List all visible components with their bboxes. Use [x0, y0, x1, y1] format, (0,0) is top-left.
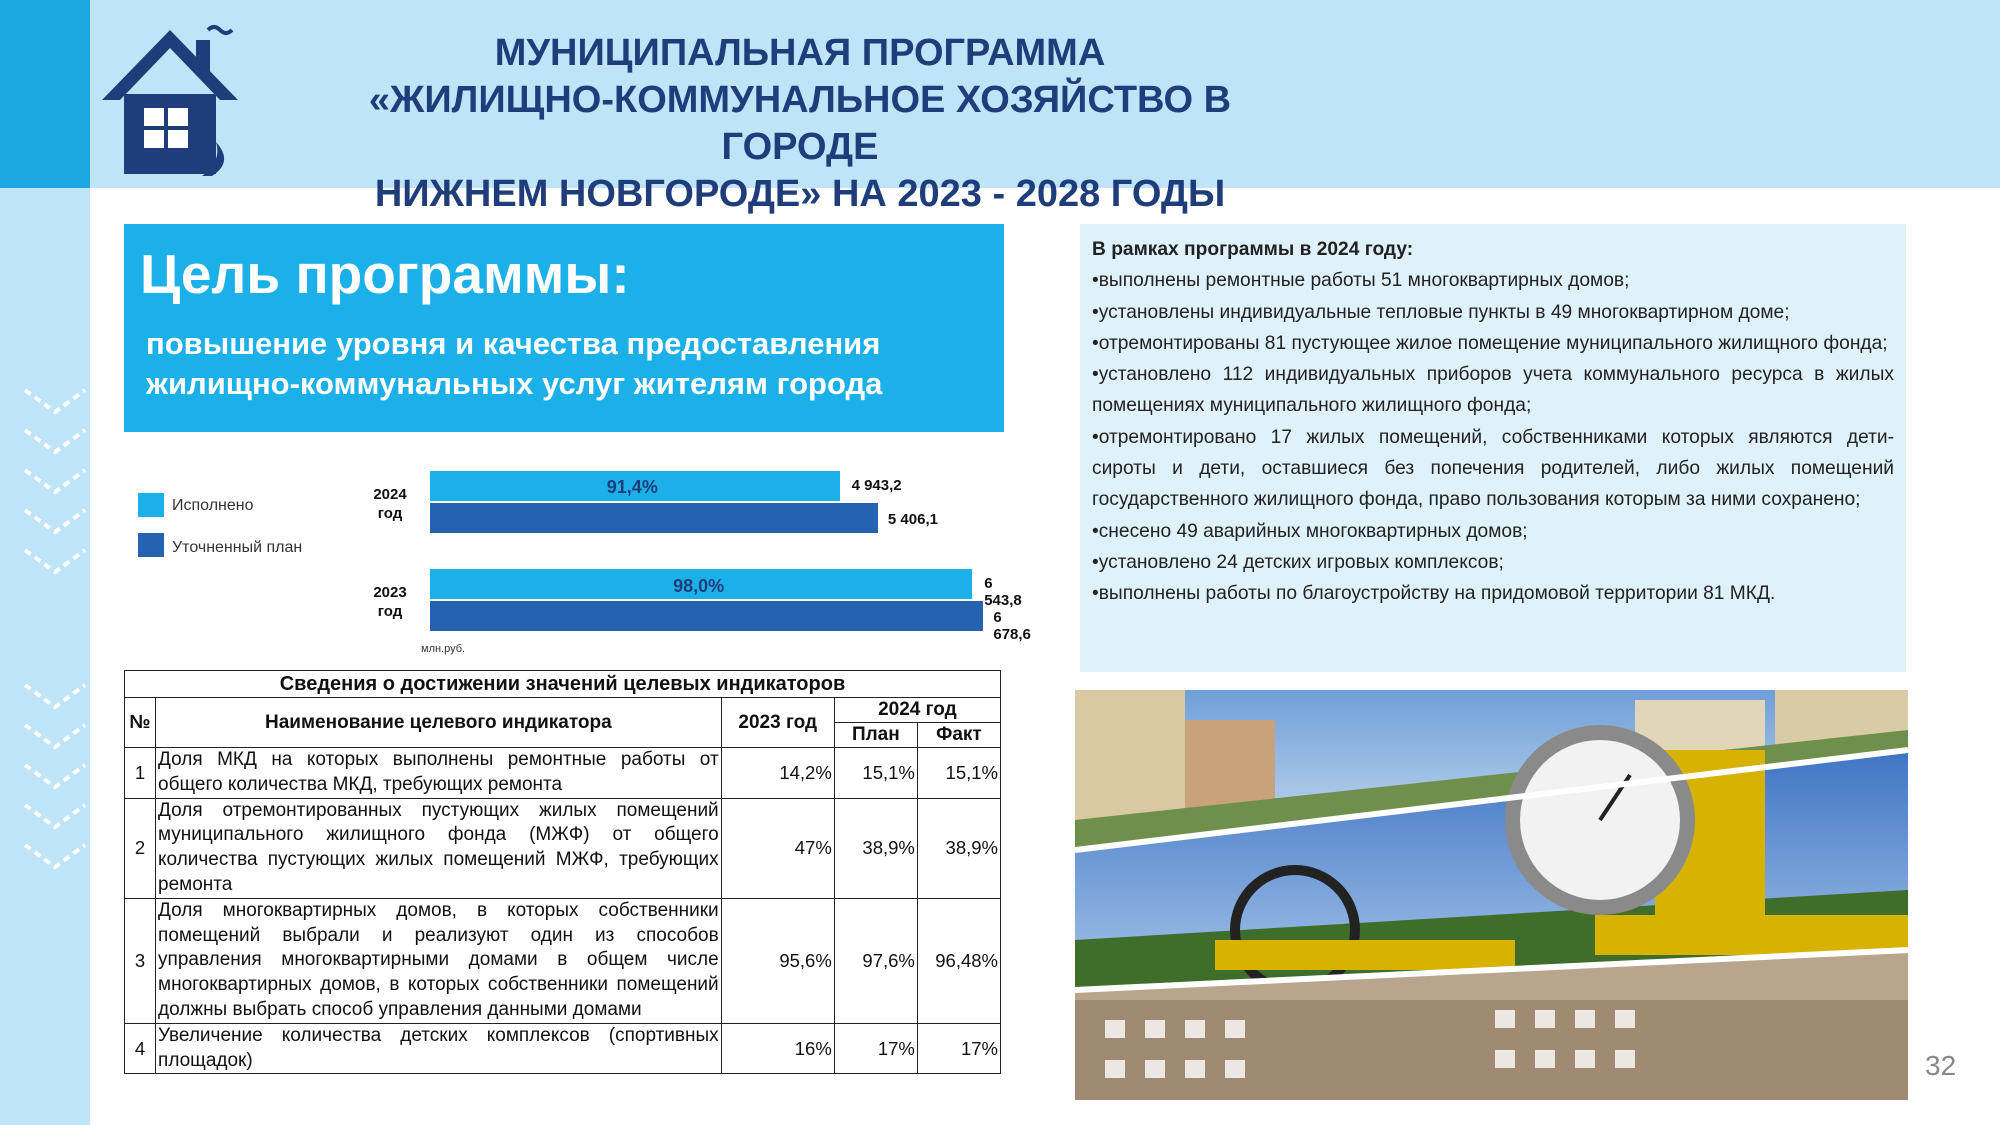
- table-row: [125, 898, 1001, 1023]
- page-title: [300, 30, 1300, 218]
- title-line-1: МУНИЦИПАЛЬНАЯ ПРОГРАММА: [494, 32, 1106, 74]
- header-fact: Факт: [917, 723, 1000, 748]
- title-line-3: НИЖНЕМ НОВГОРОДЕ» НА 2023 - 2028 ГОДЫ: [374, 173, 1226, 215]
- legend-swatch-plan: [138, 533, 164, 557]
- info-item: •снесено 49 аварийных многоквартирных домов;: [1092, 520, 1528, 542]
- value-label-executed-2023: 6 543,8: [984, 575, 1022, 609]
- header-num: №: [125, 698, 156, 748]
- value-label-executed-2024: 4 943,2: [851, 477, 902, 494]
- row-2023: 95,6%: [721, 898, 834, 1023]
- row-name: Доля многоквартирных домов, в которых собственники помещений выбрали и реализуют один из способов управления многоквартирными домами в общем числе многоквартирных домов, в которых собственники помещений должны выбрать способ управления данными домами: [156, 898, 722, 1023]
- percent-label-2023: 98,0%: [673, 576, 725, 596]
- header-2024: 2024 год: [834, 698, 1000, 723]
- table-row: [125, 748, 1001, 799]
- table-row: [125, 1023, 1001, 1074]
- row-plan: 17%: [834, 1023, 917, 1074]
- row-2023: 14,2%: [721, 748, 834, 799]
- row-num: 3: [125, 898, 156, 1023]
- info-item: •установлено 112 индивидуальных приборов учета коммунального ресурса в жилых помещениях муниципального жилищного фонда;: [1092, 364, 1894, 417]
- indicators-table: [124, 670, 1001, 1074]
- row-plan: 38,9%: [834, 798, 917, 898]
- row-num: 1: [125, 748, 156, 799]
- left-strip: [0, 188, 90, 1125]
- chevron-decoration-icon: [20, 380, 90, 590]
- table-row: [125, 798, 1001, 898]
- info-panel: [1080, 224, 1906, 672]
- info-item: •установлено 24 детских игровых комплексов;: [1092, 551, 1504, 573]
- row-2023: 47%: [721, 798, 834, 898]
- unit-label: млн.руб.: [421, 643, 466, 655]
- info-item: •выполнены ремонтные работы 51 многоквартирных домов;: [1092, 270, 1630, 292]
- photo-collage: [1075, 690, 1908, 1100]
- row-num: 2: [125, 798, 156, 898]
- header-2023: 2023 год: [721, 698, 834, 748]
- bar-plan-2023: [430, 601, 983, 631]
- goal-panel: [124, 224, 1004, 432]
- house-logo-icon: [100, 22, 240, 177]
- header-plan: План: [834, 723, 917, 748]
- budget-chart: [124, 455, 1031, 660]
- left-strip-accent: [0, 0, 90, 188]
- info-item: •отремонтированы 81 пустующее жилое помещение муниципального жилищного фонда;: [1092, 332, 1888, 354]
- percent-label-2024: 91,4%: [606, 477, 658, 497]
- title-line-2: «ЖИЛИЩНО-КОММУНАЛЬНОЕ ХОЗЯЙСТВО В ГОРОДЕ: [368, 79, 1232, 168]
- table-caption: Сведения о достижении значений целевых индикаторов: [125, 671, 1001, 698]
- value-label-plan-2023: 6 678,6: [993, 609, 1031, 643]
- legend-label-plan: Уточненный план: [172, 539, 303, 556]
- row-2023: 16%: [721, 1023, 834, 1074]
- row-fact: 96,48%: [917, 898, 1000, 1023]
- category-label-2024: 2024 год: [373, 486, 407, 522]
- row-num: 4: [125, 1023, 156, 1074]
- chevron-decoration-lower-icon: [20, 675, 90, 895]
- legend-label-executed: Исполнено: [172, 497, 254, 514]
- page-number: 32: [1925, 1050, 1957, 1081]
- info-item: •отремонтировано 17 жилых помещений, собственниками которых являются дети-сироты и дети, оставшиеся без попечения родителей, либо жилых помещений государственного жилищного фонда, право пользования которым за ними сохранено;: [1092, 426, 1894, 511]
- row-plan: 15,1%: [834, 748, 917, 799]
- legend-swatch-executed: [138, 493, 164, 517]
- row-plan: 97,6%: [834, 898, 917, 1023]
- category-label-2023: 2023 год: [373, 584, 407, 620]
- info-heading: В рамках программы в 2024 году:: [1092, 239, 1414, 260]
- info-item: •выполнены работы по благоустройству на придомовой территории 81 МКД.: [1092, 583, 1776, 605]
- goal-title: Цель программы:: [140, 243, 630, 305]
- header-name: Наименование целевого индикатора: [156, 698, 722, 748]
- row-fact: 17%: [917, 1023, 1000, 1074]
- row-name: Доля МКД на которых выполнены ремонтные работы от общего количества МКД, требующих ремонта: [156, 748, 722, 799]
- row-name: Доля отремонтированных пустующих жилых помещений муниципального жилищного фонда (МЖФ) от общего количества пустующих жилых помещений МЖФ, требующих ремонта: [156, 798, 722, 898]
- goal-text: повышение уровня и качества предоставления жилищно-коммунальных услуг жителям города: [146, 326, 883, 401]
- value-label-plan-2024: 5 406,1: [887, 511, 938, 528]
- row-name: Увеличение количества детских комплексов (спортивных площадок): [156, 1023, 722, 1074]
- row-fact: 38,9%: [917, 798, 1000, 898]
- info-item: •установлены индивидуальные тепловые пункты в 49 многоквартирном доме;: [1092, 301, 1790, 323]
- bar-plan-2024: [430, 503, 878, 533]
- row-fact: 15,1%: [917, 748, 1000, 799]
